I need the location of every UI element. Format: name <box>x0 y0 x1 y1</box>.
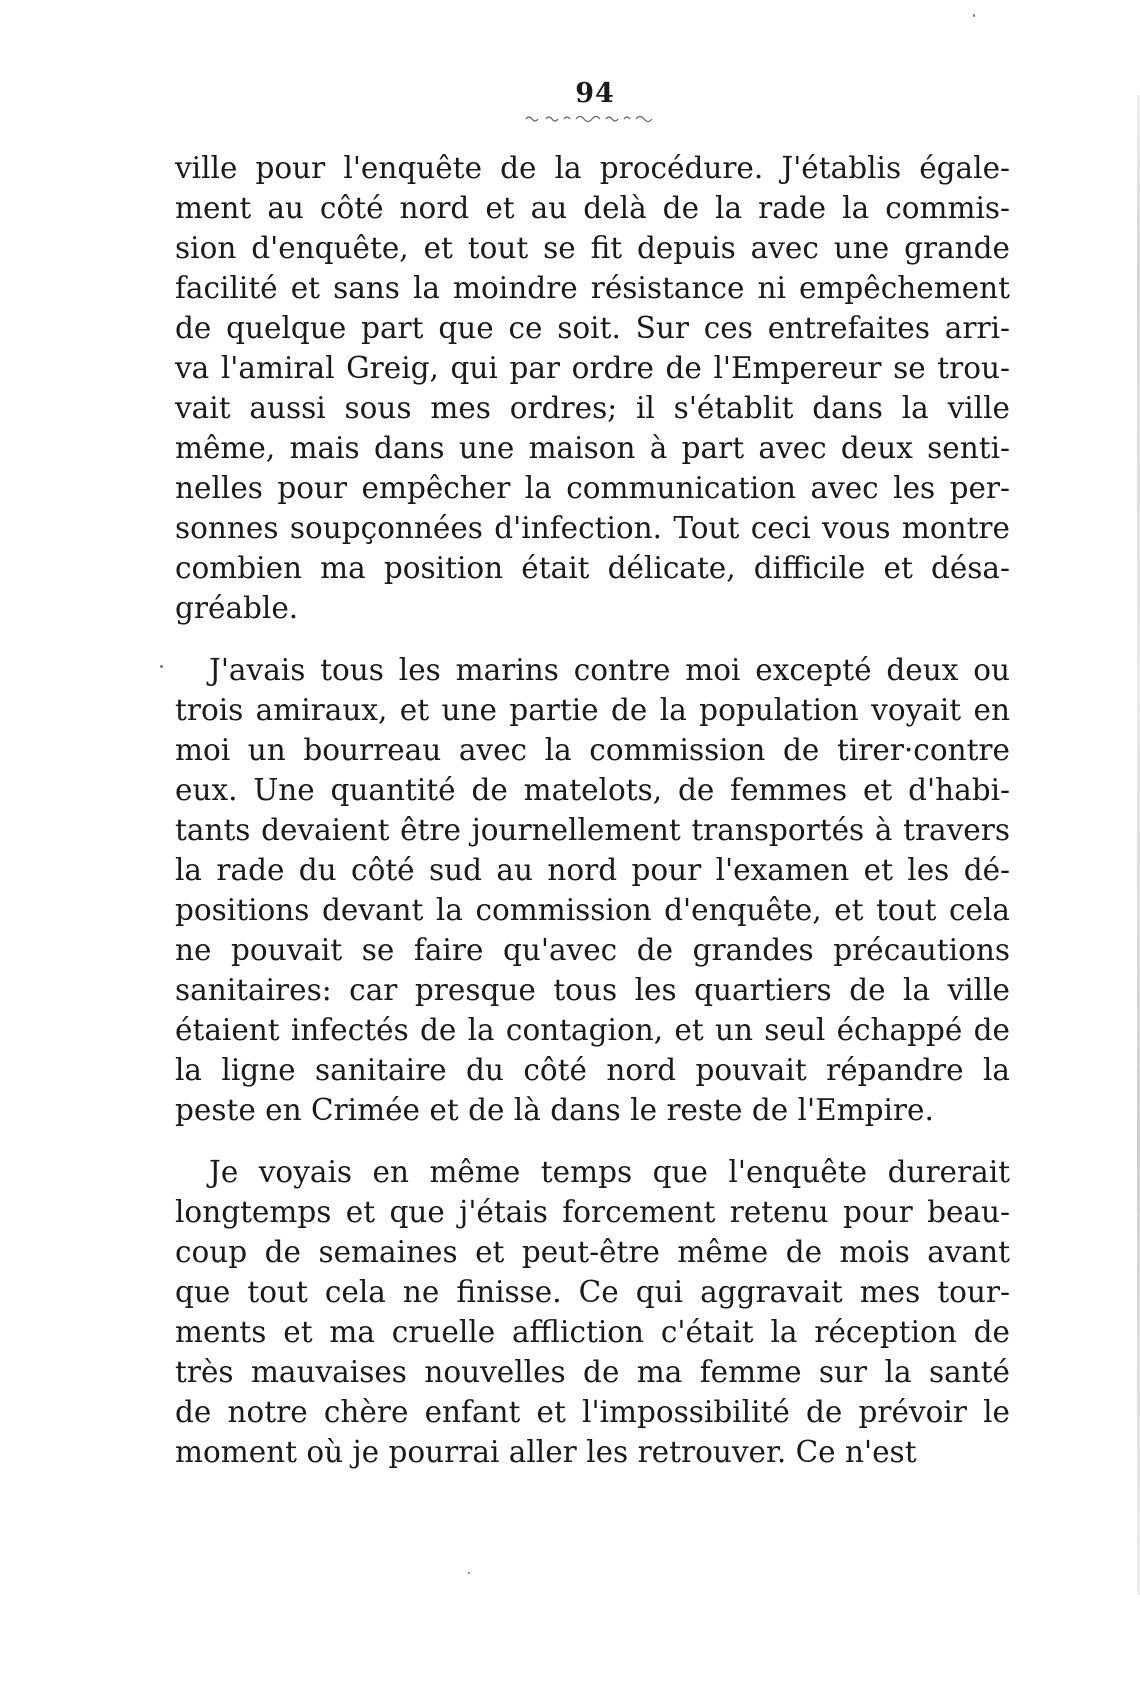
text-line: ment au côté nord et au delà de la rade la commis- <box>175 191 1010 225</box>
text-line: sonnes soupçonnées d'infection. Tout ceci vous montre <box>175 511 1010 545</box>
text-line: ne pouvait se faire qu'avec de grandes précautions <box>175 933 1010 967</box>
text-line: positions devant la commission d'enquête, et tout cela <box>175 893 1010 927</box>
text-line: sanitaires: car presque tous les quartiers de la ville <box>175 973 1010 1007</box>
text-line: nelles pour empêcher la communication avec les per- <box>175 471 1010 505</box>
text-line: J'avais tous les marins contre moi excepté deux ou <box>209 653 1010 687</box>
text-line: moment où je pourrai aller les retrouver. Ce n'est <box>175 1435 917 1469</box>
page-number: 94 <box>575 78 615 109</box>
text-line: tants devaient être journellement transportés à travers <box>175 813 1010 847</box>
text-line: eux. Une quantité de matelots, de femmes et d'habi- <box>175 773 1010 807</box>
text-line: va l'amiral Greig, qui par ordre de l'Empereur se trou- <box>175 351 1010 385</box>
text-line: que tout cela ne finisse. Ce qui aggravait mes tour- <box>175 1275 1010 1309</box>
text-line: la ligne sanitaire du côté nord pouvait répandre la <box>175 1053 1010 1087</box>
print-speck <box>468 1572 470 1574</box>
body-text <box>175 148 1010 1472</box>
paragraph <box>175 148 1010 628</box>
text-line: moi un bourreau avec la commission de tirer·contre <box>175 733 1010 767</box>
text-line: trois amiraux, et une partie de la population voyait en <box>175 693 1010 727</box>
text-line: longtemps et que j'étais forcement retenu pour beau- <box>175 1195 1010 1229</box>
text-line: sion d'enquête, et tout se fit depuis avec une grande <box>175 231 1010 265</box>
paragraph <box>175 650 1010 1130</box>
text-line: vait aussi sous mes ordres; il s'établit dans la ville <box>175 391 1010 425</box>
text-line: combien ma position était délicate, difficile et désa- <box>175 551 1010 585</box>
text-line: ments et ma cruelle affliction c'était la réception de <box>175 1315 1010 1349</box>
text-line: très mauvaises nouvelles de ma femme sur la santé <box>175 1355 1010 1389</box>
text-line: peste en Crimée et de là dans le reste de l'Empire. <box>175 1093 934 1127</box>
text-line: de quelque part que ce soit. Sur ces entrefaites arri- <box>175 311 1010 345</box>
text-line: même, mais dans une maison à part avec deux senti- <box>175 431 1010 465</box>
text-line: Je voyais en même temps que l'enquête durerait <box>209 1155 1010 1189</box>
text-line: de notre chère enfant et l'impossibilité de prévoir le <box>175 1395 1010 1429</box>
text-line: la rade du côté sud au nord pour l'examen et les dé- <box>175 853 1010 887</box>
text-line: coup de semaines et peut-être même de mois avant <box>175 1235 1010 1269</box>
paragraph <box>175 1152 1010 1472</box>
print-speck <box>160 665 163 668</box>
text-line: ville pour l'enquête de la procédure. J'établis égale- <box>175 151 1010 185</box>
print-speck <box>973 14 975 17</box>
text-line: étaient infectés de la contagion, et un seul échappé de <box>175 1013 1010 1047</box>
text-line: facilité et sans la moindre résistance ni empêchement <box>175 271 1010 305</box>
header-ornament <box>524 114 664 124</box>
text-line: gréable. <box>175 591 299 625</box>
